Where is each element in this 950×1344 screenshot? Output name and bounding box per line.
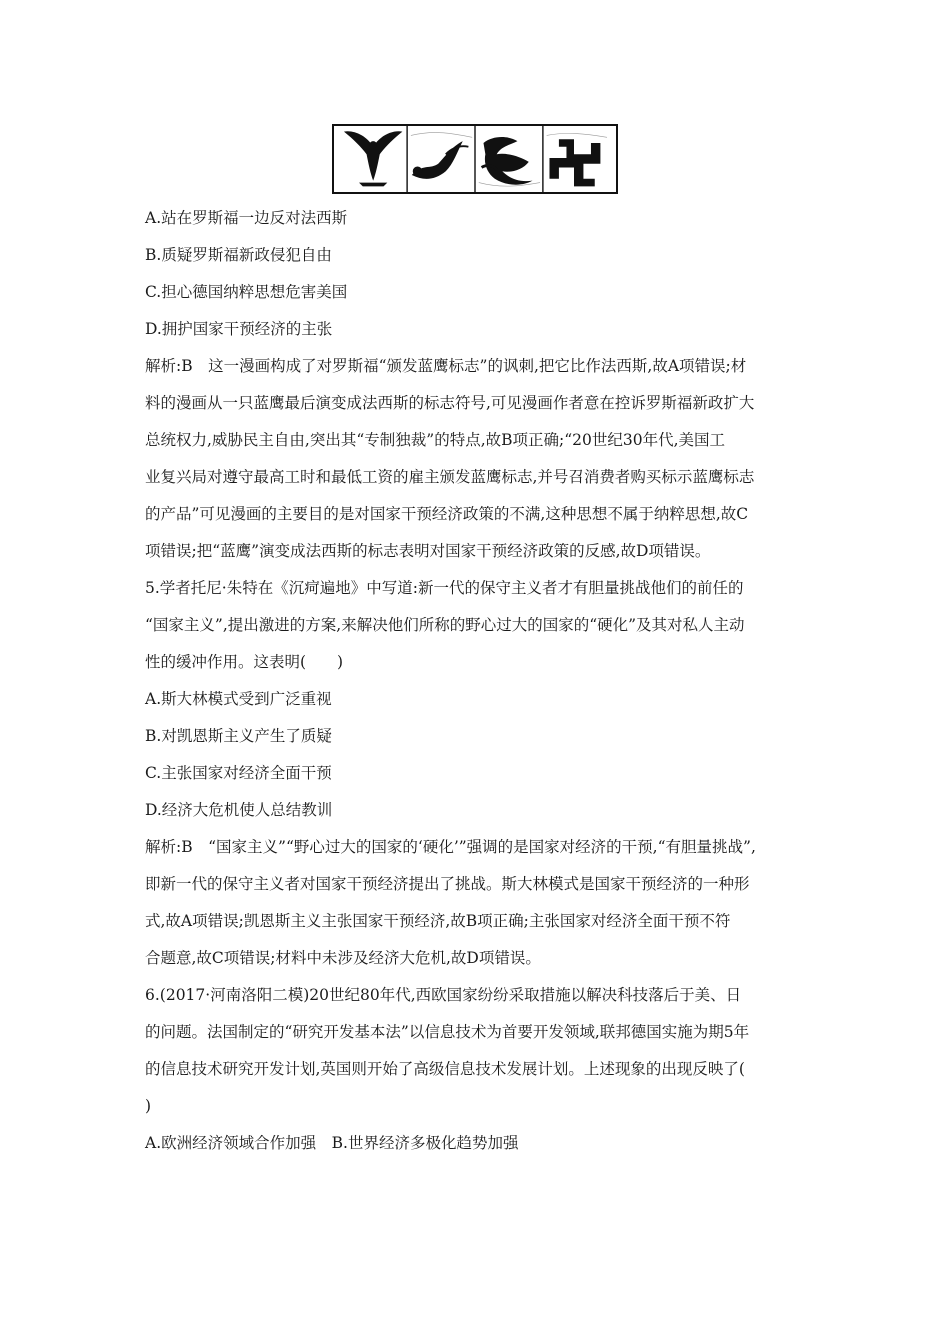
q4-analysis-line: 料的漫画从一只蓝鹰最后演变成法西斯的标志符号,可见漫画作者意在控诉罗斯福新政扩大 [145, 394, 755, 412]
q6-stem-line: 的问题。法国制定的“研究开发基本法”以信息技术为首要开发领域,联邦德国实施为期5年 [145, 1023, 750, 1041]
q4-option-a: A.站在罗斯福一边反对法西斯 [145, 209, 348, 227]
q5-option-d: D.经济大危机使人总结教训 [145, 801, 333, 819]
document-text [145, 200, 810, 1162]
q4-option-c: C.担心德国纳粹思想危害美国 [145, 283, 348, 301]
q4-analysis-line: 解析:B 这一漫画构成了对罗斯福“颁发蓝鹰标志”的讽刺,把它比作法西斯,故A项错误;材 [145, 357, 747, 375]
q6-stem-line: 的信息技术研究开发计划,英国则开始了高级信息技术发展计划。上述现象的出现反映了( [145, 1060, 745, 1078]
q5-analysis [145, 829, 810, 977]
q5-stem-line: 5.学者托尼·朱特在《沉疴遍地》中写道:新一代的保守主义者才有胆量挑战他们的前任的 [145, 579, 744, 597]
q4-option-b: B.质疑罗斯福新政侵犯自由 [145, 246, 332, 264]
q6-stem [145, 977, 810, 1125]
q4-options [145, 200, 810, 348]
bird-shape-icon [412, 141, 469, 179]
q5-option-b: B.对凯恩斯主义产生了质疑 [145, 727, 332, 745]
q5-stem-line: “国家主义”,提出激进的方案,来解决他们所称的野心过大的国家的“硬化”及其对私人主动 [145, 616, 745, 634]
fascist-symbol-icon [549, 139, 600, 186]
q6-options-ab: A.欧洲经济领域合作加强 B.世界经济多极化趋势加强 [145, 1134, 519, 1152]
q5-stem [145, 570, 810, 681]
q6-stem-line: 6.(2017·河南洛阳二模)20世纪80年代,西欧国家纷纷采取措施以解决科技落后于美、日 [145, 986, 742, 1004]
q4-analysis-line: 业复兴局对遵守最高工时和最低工资的雇主颁发蓝鹰标志,并号召消费者购买标示蓝鹰标志 [145, 468, 755, 486]
q5-analysis-line: 合题意,故C项错误;材料中未涉及经济大危机,故D项错误。 [145, 949, 541, 967]
q5-option-c: C.主张国家对经济全面干预 [145, 764, 332, 782]
blue-eagle-cartoon [332, 124, 618, 194]
q6-stem-line: ) [145, 1097, 152, 1115]
q4-option-d: D.拥护国家干预经济的主张 [145, 320, 333, 338]
q5-analysis-line: 解析:B “国家主义”“野心过大的国家的‘硬化’”强调的是国家对经济的干预,“有胆量挑战”, [145, 838, 756, 856]
q4-analysis-line: 总统权力,威胁民主自由,突出其“专制独裁”的特点,故B项正确;“20世纪30年代,美国工 [145, 431, 726, 449]
q5-options [145, 681, 810, 829]
q5-analysis-line: 式,故A项错误;凯恩斯主义主张国家干预经济,故B项正确;主张国家对经济全面干预不符 [145, 912, 731, 930]
q5-stem-line: 性的缓冲作用。这表明( ) [145, 653, 344, 671]
q5-option-a: A.斯大林模式受到广泛重视 [145, 690, 332, 708]
eagle-icon [344, 131, 402, 186]
hooked-symbol-icon [482, 137, 533, 185]
q4-analysis-line: 的产品”可见漫画的主要目的是对国家干预经济政策的不满,这种思想不属于纳粹思想,故C [145, 505, 749, 523]
q5-analysis-line: 即新一代的保守主义者对国家干预经济提出了挑战。斯大林模式是国家干预经济的一种形 [145, 875, 750, 893]
q4-analysis [145, 348, 810, 570]
q4-analysis-line: 项错误;把“蓝鹰”演变成法西斯的标志表明对国家干预经济政策的反感,故D项错误。 [145, 542, 711, 560]
